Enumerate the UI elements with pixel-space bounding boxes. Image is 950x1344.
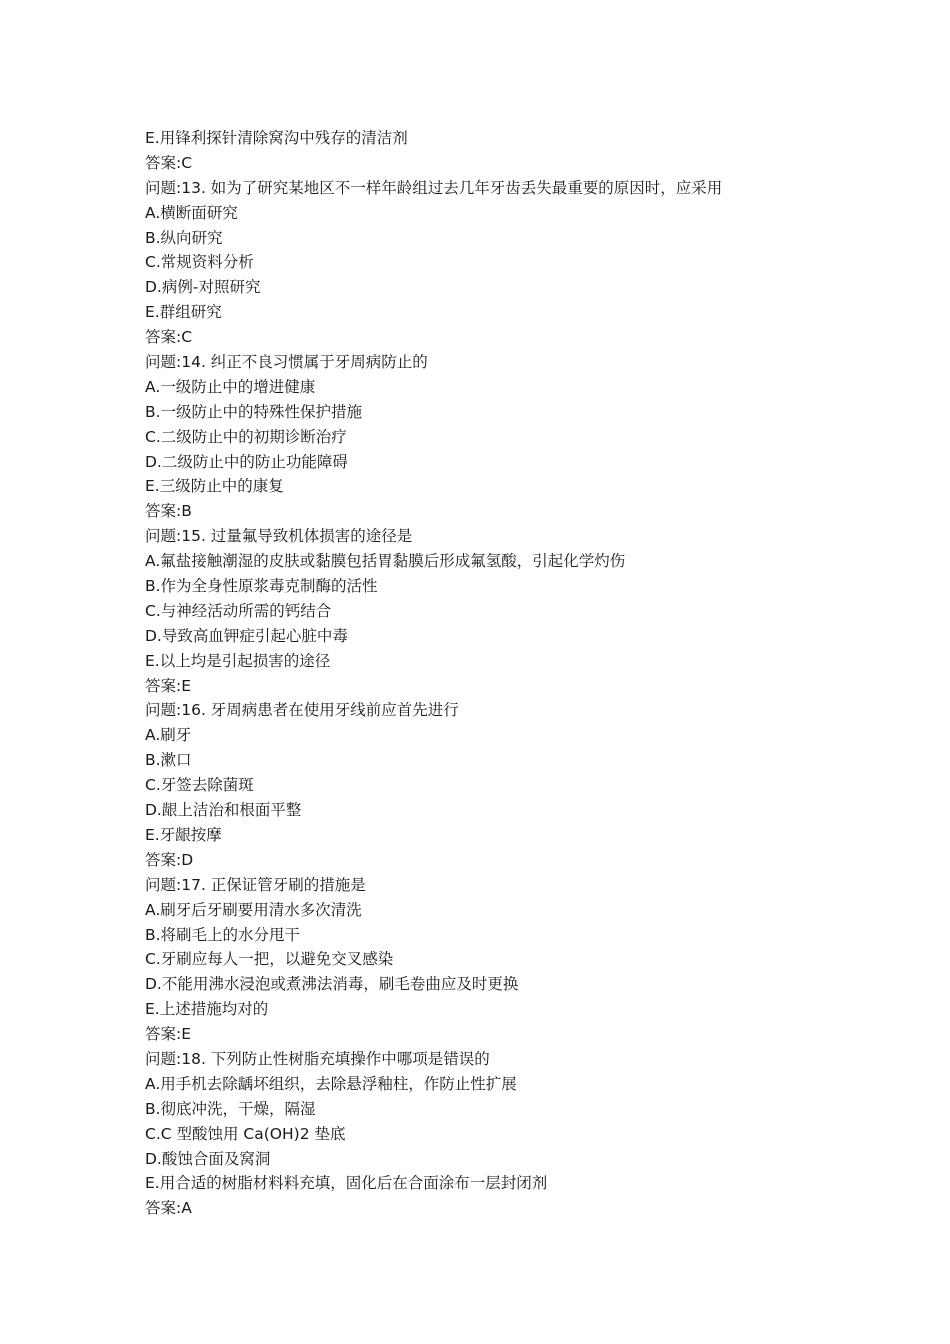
document-body (145, 126, 845, 1221)
option-b-q15: B.作为全身性原浆毒克制酶的活性 (145, 577, 378, 596)
option-e-q18: E.用合适的树脂材料料充填，固化后在合面涂布一层封闭剂 (145, 1174, 548, 1193)
option-a-q17: A.刷牙后牙刷要用清水多次清洗 (145, 900, 362, 919)
option-a-q18: A.用手机去除龋坏组织，去除悬浮釉柱，作防止性扩展 (145, 1074, 517, 1093)
answer-q12: 答案:C (145, 153, 193, 172)
answer-q14: 答案:B (145, 502, 192, 521)
question-15: 问题:15. 过量氟导致机体损害的途径是 (145, 527, 413, 546)
question-18: 问题:18. 下列防止性树脂充填操作中哪项是错误的 (145, 1049, 490, 1068)
option-c-q14: C.二级防止中的初期诊断治疗 (145, 427, 347, 446)
answer-q18: 答案:A (145, 1199, 192, 1218)
question-16: 问题:16. 牙周病患者在使用牙线前应首先进行 (145, 701, 459, 720)
answer-q17: 答案:E (145, 1025, 192, 1044)
option-a-q15: A.氟盐接触潮湿的皮肤或黏膜包括胃黏膜后形成氟氢酸，引起化学灼伤 (145, 552, 626, 571)
option-d-q13: D.病例-对照研究 (145, 278, 261, 297)
option-b-q18: B.彻底冲洗，干燥，隔湿 (145, 1099, 316, 1118)
option-a-q14: A.一级防止中的增进健康 (145, 377, 316, 396)
option-a-q16: A.刷牙 (145, 726, 192, 745)
option-b-q17: B.将刷毛上的水分甩干 (145, 925, 301, 944)
option-e-q14: E.三级防止中的康复 (145, 477, 284, 496)
option-e-q15: E.以上均是引起损害的途径 (145, 651, 331, 670)
option-c-q13: C.常规资料分析 (145, 253, 254, 272)
option-b-q13: B.纵向研究 (145, 228, 223, 247)
answer-q15: 答案:E (145, 676, 192, 695)
option-c-q18: C.C 型酸蚀用 Ca(OH)2 垫底 (145, 1124, 346, 1143)
option-b-q16: B.漱口 (145, 751, 192, 770)
answer-q16: 答案:D (145, 850, 194, 869)
question-13: 问题:13. 如为了研究某地区不一样年龄组过去几年牙齿丢失最重要的原因时，应采用 (145, 178, 723, 197)
option-d-q16: D.龈上洁治和根面平整 (145, 801, 302, 820)
option-e-q16: E.牙龈按摩 (145, 825, 222, 844)
option-c-q16: C.牙签去除菌斑 (145, 776, 254, 795)
option-e-q12: E.用锋利探针清除窝沟中残存的清洁剂 (145, 129, 408, 147)
answer-q13: 答案:C (145, 328, 193, 347)
option-e-q17: E.上述措施均对的 (145, 1000, 269, 1019)
option-d-q14: D.二级防止中的防止功能障碍 (145, 452, 348, 471)
question-14: 问题:14. 纠正不良习惯属于牙周病防止的 (145, 353, 428, 372)
option-c-q15: C.与神经活动所需的钙结合 (145, 601, 332, 620)
option-b-q14: B.一级防止中的特殊性保护措施 (145, 402, 363, 421)
question-17: 问题:17. 正保证管牙刷的措施是 (145, 875, 366, 894)
option-c-q17: C.牙刷应每人一把，以避免交叉感染 (145, 950, 394, 969)
option-d-q18: D.酸蚀合面及窝洞 (145, 1149, 271, 1168)
option-e-q13: E.群组研究 (145, 303, 222, 322)
option-a-q13: A.横断面研究 (145, 203, 238, 222)
option-d-q15: D.导致高血钾症引起心脏中毒 (145, 626, 348, 645)
option-d-q17: D.不能用沸水浸泡或煮沸法消毒，刷毛卷曲应及时更换 (145, 975, 519, 994)
